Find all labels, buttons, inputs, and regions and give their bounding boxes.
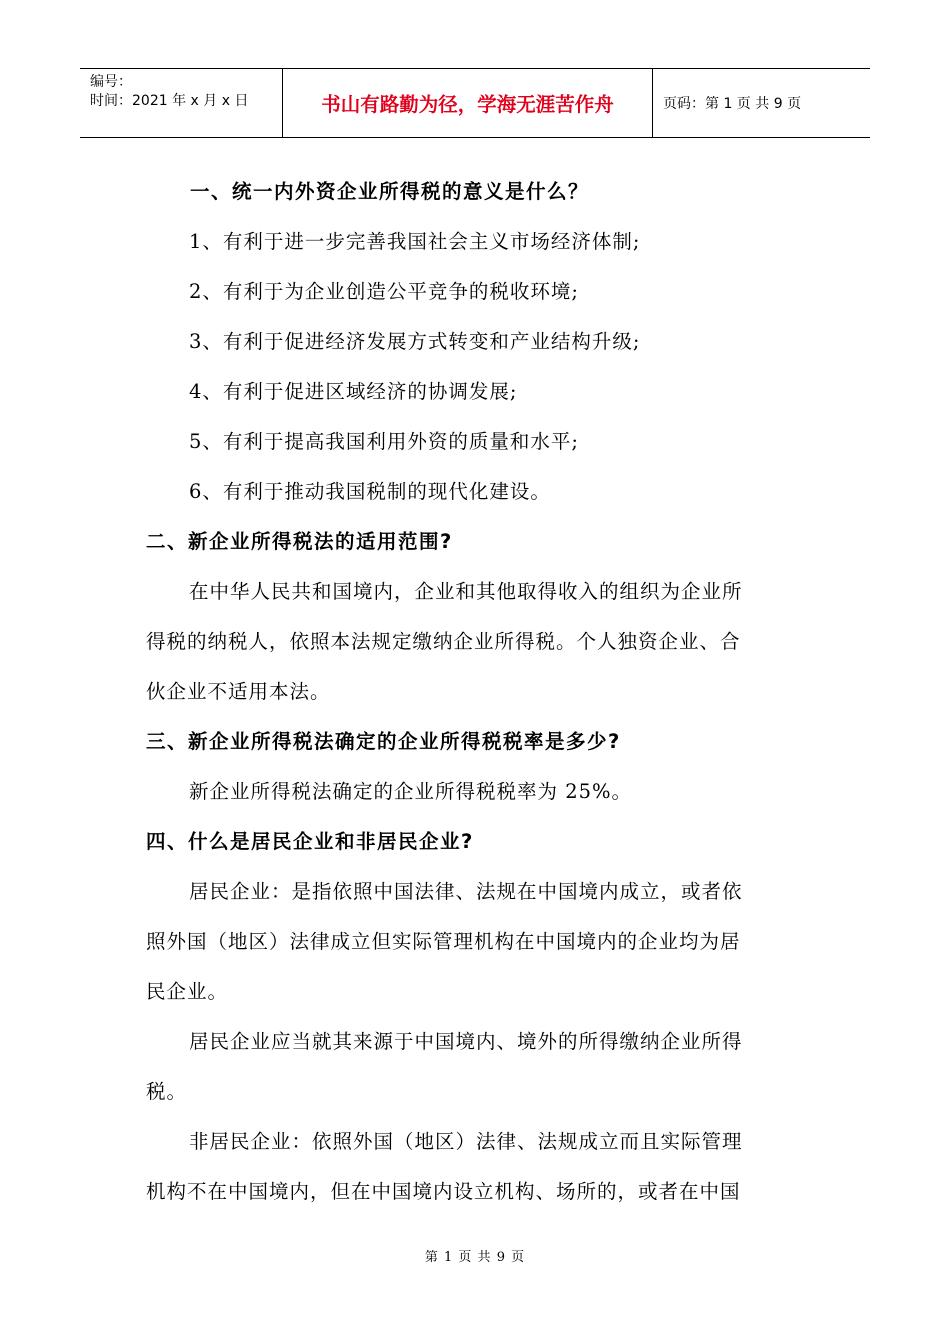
heading-2: 二、新企业所得税法的适用范围? (146, 530, 453, 553)
paragraph-line: 得税的纳税人，依照本法规定缴纳企业所得税。个人独资企业、合 (146, 630, 741, 653)
paragraph-line: 居民企业：是指依照中国法律、法规在中国境内成立，或者依 (189, 880, 743, 903)
heading-1: 一、统一内外资企业所得税的意义是什么？ (190, 180, 590, 203)
list-item: 4、有利于促进区域经济的协调发展; (189, 380, 518, 403)
paragraph-line: 机构不在中国境内，但在中国境内设立机构、场所的，或者在中国 (146, 1180, 741, 1203)
heading-4: 四、什么是居民企业和非居民企业? (146, 830, 474, 853)
number-label: 编号： (90, 74, 132, 90)
paragraph-line: 照外国（地区）法律成立但实际管理机构在中国境内的企业均为居 (146, 930, 741, 953)
paragraph-line: 居民企业应当就其来源于中国境内、境外的所得缴纳企业所得 (189, 1030, 743, 1053)
list-item: 6、有利于推动我国税制的现代化建设。 (189, 480, 551, 503)
list-item: 2、有利于为企业创造公平竞争的税收环境; (189, 280, 579, 303)
list-item: 5、有利于提高我国利用外资的质量和水平; (189, 430, 579, 453)
time-label: 时间：2021 年 x 月 x 日 (90, 93, 249, 109)
paragraph-line: 伙企业不适用本法。 (146, 680, 331, 703)
heading-3: 三、新企业所得税法确定的企业所得税税率是多少? (146, 730, 621, 753)
paragraph-line: 税。 (146, 1080, 188, 1103)
list-item: 3、有利于促进经济发展方式转变和产业结构升级; (189, 330, 641, 353)
header-motto-cell (283, 69, 653, 137)
header-meta-cell (80, 69, 283, 137)
list-item: 1、有利于进一步完善我国社会主义市场经济体制; (189, 230, 641, 253)
document-body (146, 167, 812, 1217)
page-footer: 第 1 页 共 9 页 (424, 1250, 526, 1265)
page-label: 页码：第 1 页 共 9 页 (663, 96, 802, 112)
paragraph-line: 民企业。 (146, 980, 229, 1003)
header-table (80, 68, 870, 138)
paragraph-line: 新企业所得税法确定的企业所得税税率为 25%。 (189, 780, 633, 803)
paragraph-line: 非居民企业：依照外国（地区）法律、法规成立而且实际管理 (189, 1130, 743, 1153)
motto-text: 书山有路勤为径，学海无涯苦作舟 (321, 93, 614, 116)
paragraph-line: 在中华人民共和国境内，企业和其他取得收入的组织为企业所 (189, 580, 743, 603)
header-page-cell (653, 69, 870, 137)
